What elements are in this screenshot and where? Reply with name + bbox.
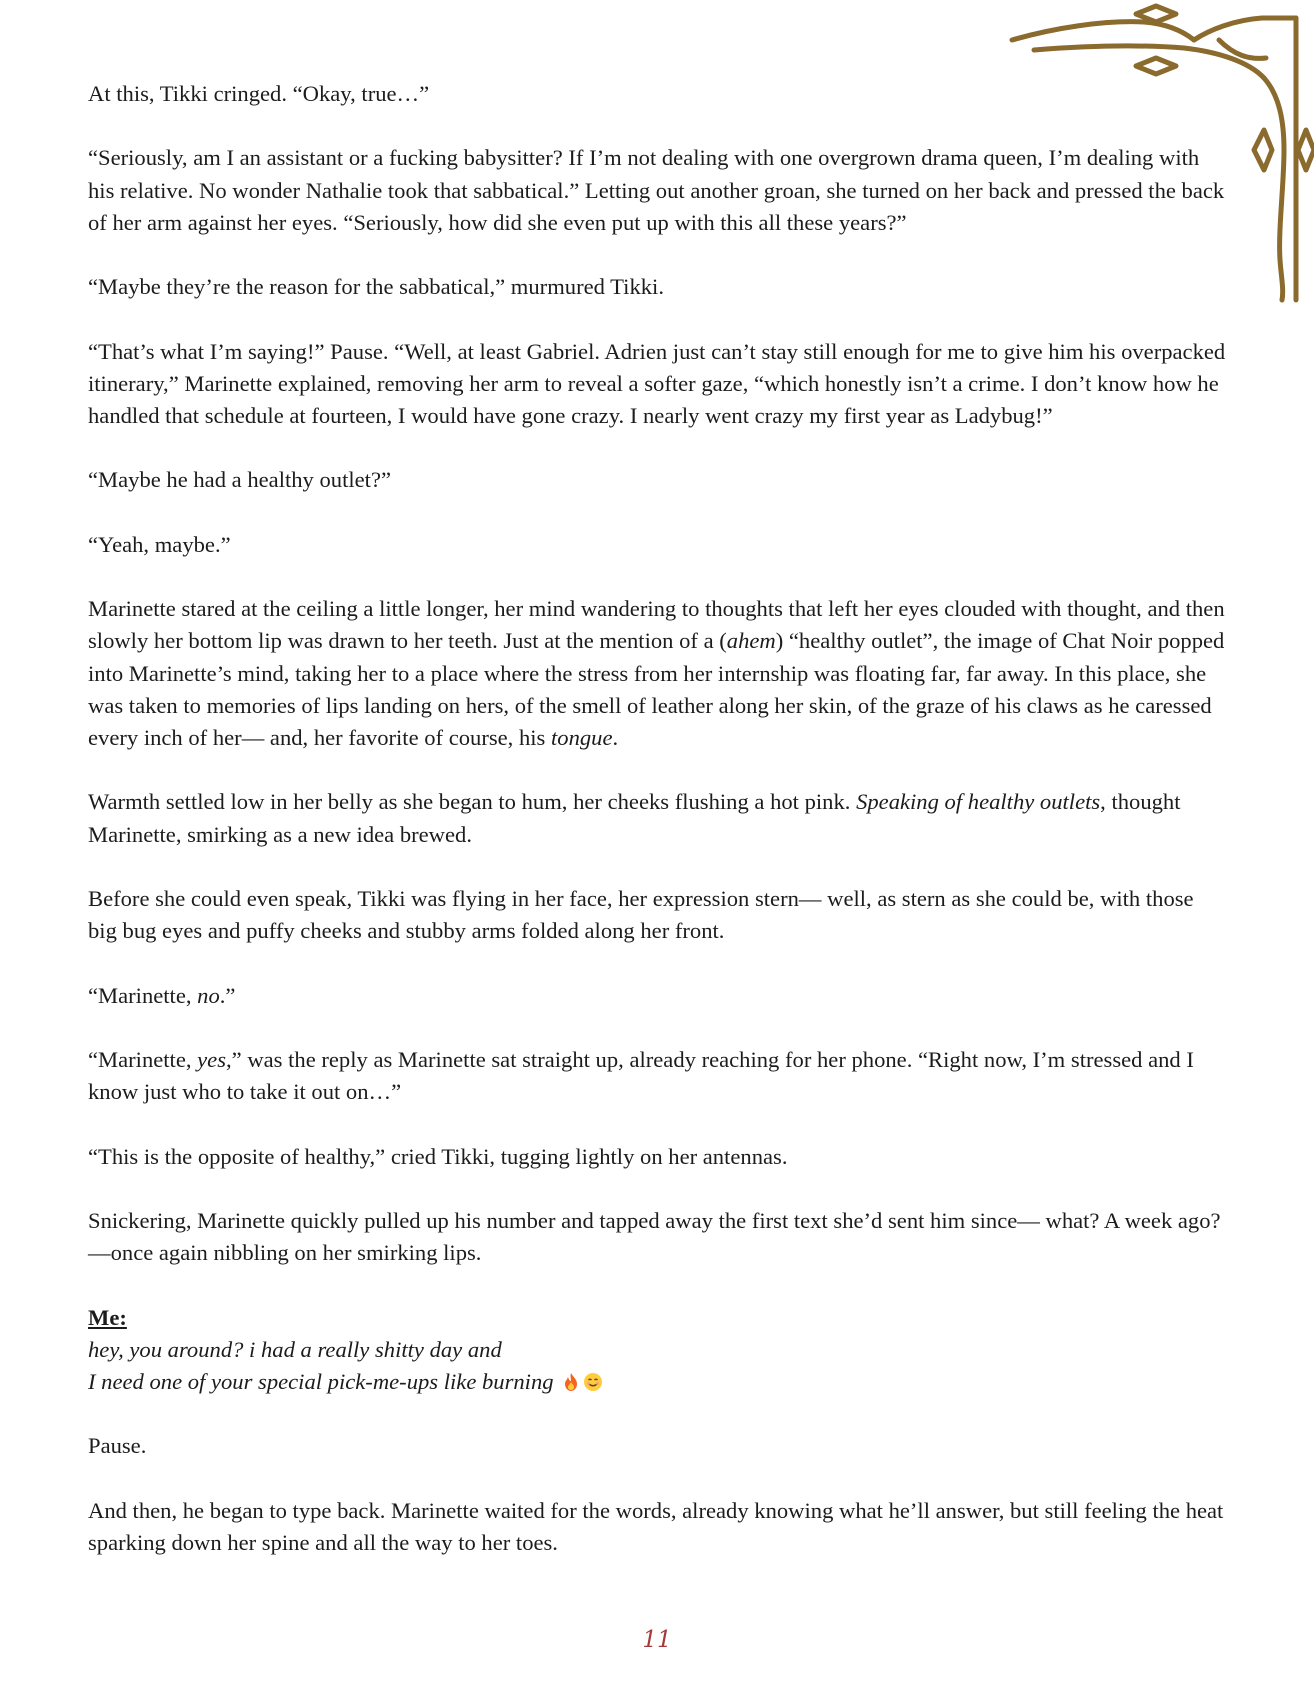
smiling-face-emoji-icon	[583, 1372, 603, 1392]
paragraph-text: Warmth settled low in her belly as she began to hum, her cheeks flushing a hot pink.	[88, 789, 857, 815]
paragraph	[88, 593, 1228, 754]
paragraph-text: ,” was the reply as Marinette sat straight up, already reaching for her phone. “Right now, I’m stressed and I know just who to take it out on…”	[88, 1046, 1194, 1105]
paragraph-text: Marinette stared at the ceiling a little longer, her mind wandering to thoughts that left her eyes clouded with thought, and then slowly her bottom lip was drawn to her teeth. Just at the mention of a (	[88, 596, 1225, 654]
page-number: 11	[642, 1627, 672, 1653]
message-line	[88, 1366, 1228, 1398]
paragraph-text: “Marinette,	[88, 1046, 198, 1072]
paragraph	[88, 786, 1228, 850]
emphasis: Speaking of healthy outlets	[856, 789, 1101, 815]
paragraph: “That’s what I’m saying!” Pause. “Well, at least Gabriel. Adrien just can’t stay still enough for me to give him his overpacked itinerary,” Marinette explained, removing her arm to reveal a softer gaze, “which honestly isn’t a crime. I don’t know how he handled that schedule at fourteen, I would have gone crazy. I nearly went crazy my first year as Ladybug!”	[88, 338, 1226, 428]
emphasis: no	[197, 982, 220, 1008]
message-sender: Me:	[88, 1304, 127, 1330]
emphasis: tongue	[551, 724, 613, 750]
paragraph: “Maybe he had a healthy outlet?”	[88, 467, 391, 493]
paragraph-text: , thought Marinette, smirking as a new idea brewed.	[88, 789, 1181, 847]
paragraph: Pause.	[88, 1433, 147, 1459]
paragraph	[88, 1044, 1228, 1108]
paragraph: And then, he began to type back. Marinette waited for the words, already knowing what he’ll answer, but still feeling the heat sparking down her spine and all the way to her toes.	[88, 1497, 1224, 1555]
paragraph: “Seriously, am I an assistant or a fucking babysitter? If I’m not dealing with one overgrown drama queen, I’m dealing with his relative. No wonder Nathalie took that sabbatical.” Letting out another groan, she turned on her back and pressed the back of her arm against her eyes. “Seriously, how did she even put up with this all these years?”	[88, 145, 1225, 235]
message-line-text: I need one of your special pick-me-ups like burning	[88, 1368, 554, 1394]
paragraph: “Maybe they’re the reason for the sabbatical,” murmured Tikki.	[88, 274, 664, 300]
emphasis: yes	[197, 1046, 227, 1072]
paragraph-text: .”	[219, 982, 236, 1008]
paragraph	[88, 980, 1228, 1012]
paragraph: Before she could even speak, Tikki was flying in her face, her expression stern— well, as stern as she could be, with those big bug eyes and puffy cheeks and stubby arms folded along her front.	[88, 885, 1194, 944]
paragraph-text: .	[612, 724, 619, 750]
paragraph: At this, Tikki cringed. “Okay, true…”	[88, 81, 430, 106]
paragraph: “Yeah, maybe.”	[88, 531, 231, 557]
paragraph-text: ) “healthy outlet”, the image of Chat Noir popped into Marinette’s mind, taking her to a place where the stress from her internship was floating far, far away. In this place, she was taken to memories of lips landing on hers, of the smell of leather along her skin, of the graze of his claws as he caressed every inch of her— and, her favorite of course, his	[88, 628, 1225, 750]
paragraph-text: “Marinette,	[88, 982, 198, 1008]
page-body	[88, 78, 1228, 1591]
text-message	[88, 1302, 1228, 1399]
paragraph: Snickering, Marinette quickly pulled up his number and tapped away the first text she’d sent him since— what? A week ago?—once again nibbling on her smirking lips.	[88, 1207, 1221, 1266]
emphasis: ahem	[726, 628, 776, 654]
paragraph: “This is the opposite of healthy,” cried Tikki, tugging lightly on her antennas.	[88, 1143, 788, 1169]
message-line: hey, you around? i had a really shitty day and	[88, 1336, 502, 1362]
fire-emoji-icon	[561, 1372, 581, 1392]
